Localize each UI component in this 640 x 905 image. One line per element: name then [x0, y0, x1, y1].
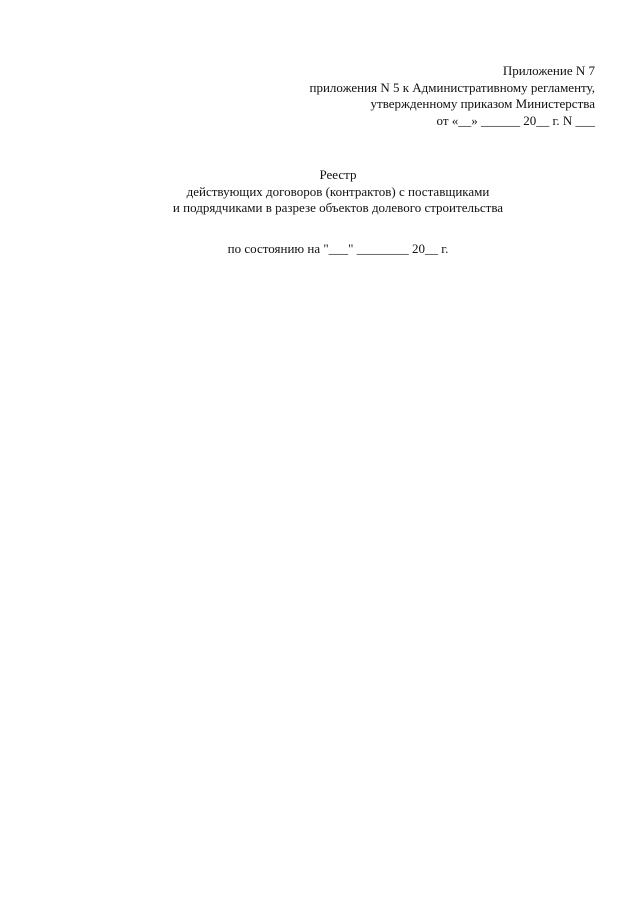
- document-title: [0, 167, 640, 217]
- title-line-2: действующих договоров (контрактов) с поставщиками: [186, 183, 490, 199]
- appendix-reference: приложения N 5 к Административному регламенту,: [309, 79, 595, 95]
- appendix-header: [310, 63, 595, 129]
- status-date-line: по состоянию на "___" ________ 20__ г.: [227, 241, 449, 256]
- title-line-3: и подрядчиками в разрезе объектов долевого строительства: [172, 200, 504, 215]
- title-line-1: Реестр: [319, 167, 357, 182]
- appendix-order-date: от «__» ______ 20__ г. N ___: [436, 112, 595, 128]
- appendix-number: Приложение N 7: [502, 63, 595, 78]
- appendix-approval: утвержденному приказом Министерства: [370, 96, 595, 111]
